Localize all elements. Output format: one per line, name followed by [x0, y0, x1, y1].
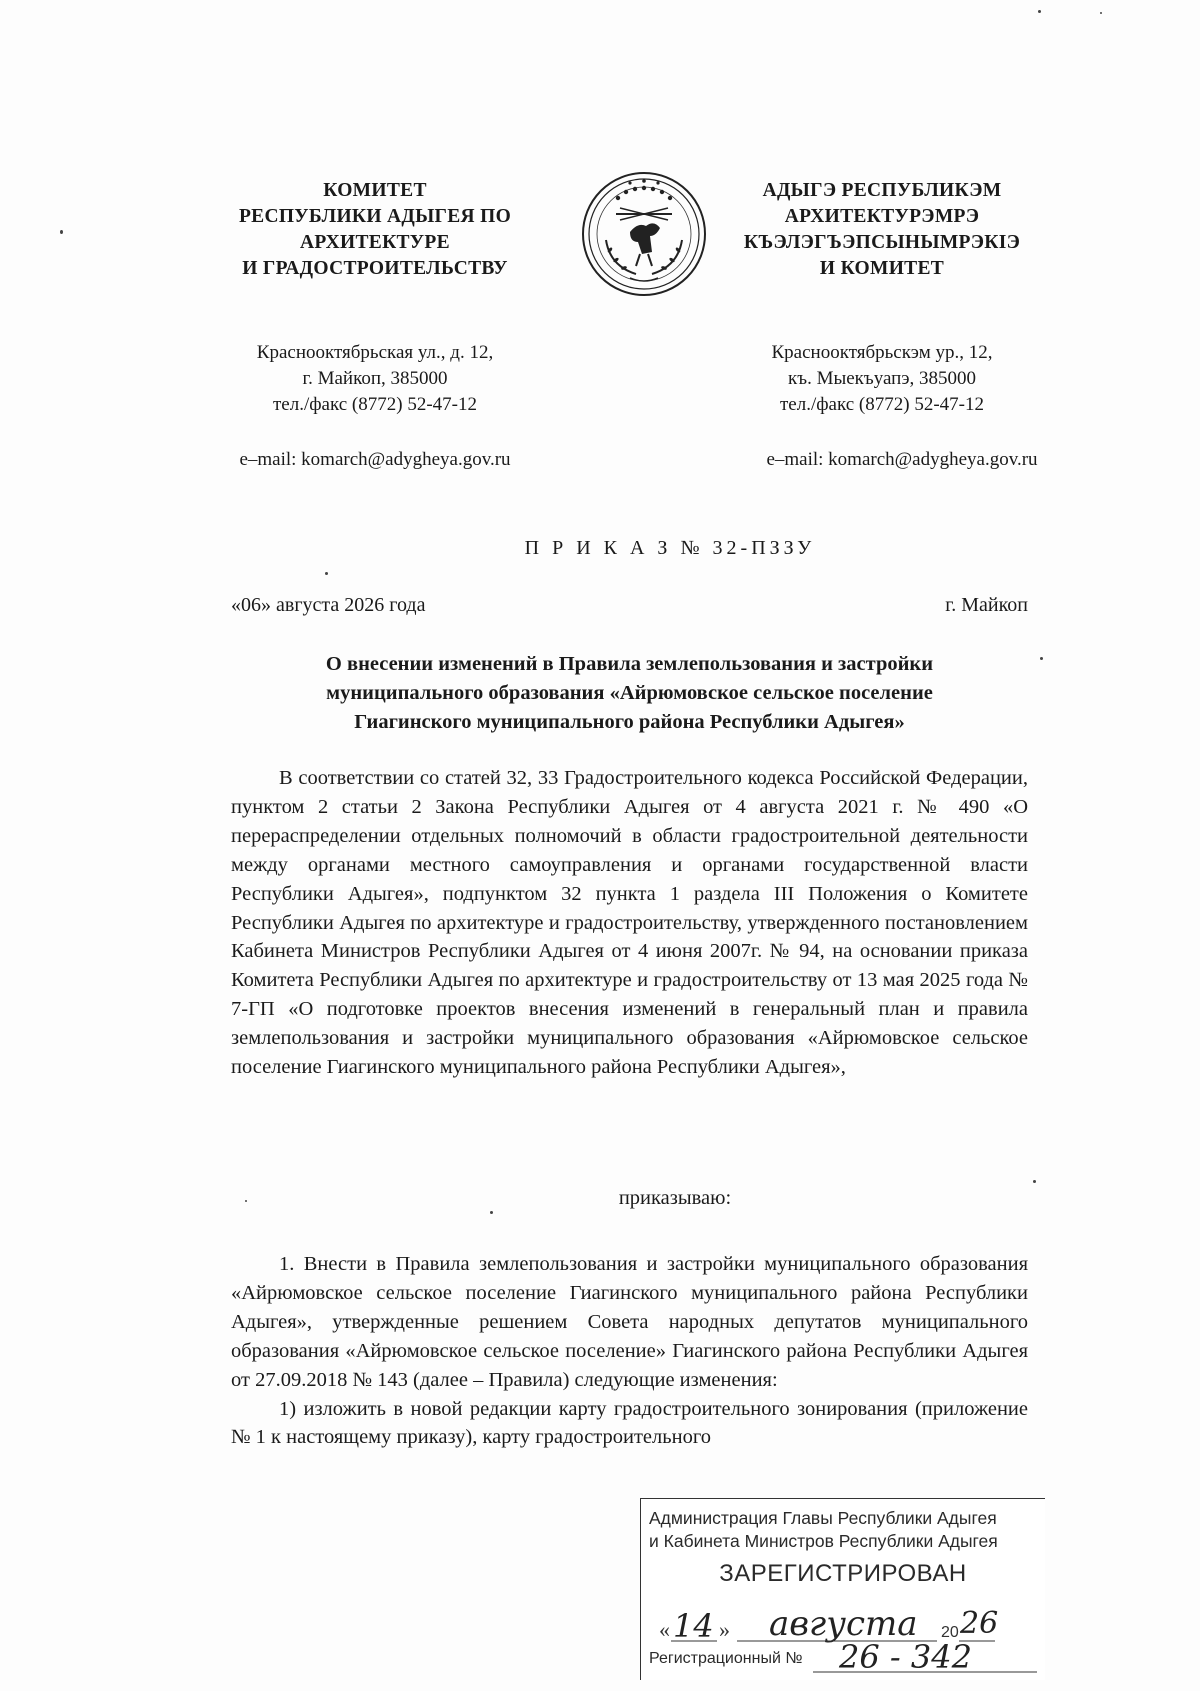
stamp-month: августа	[769, 1604, 918, 1643]
order-date: «06» августа 2026 года	[231, 594, 426, 616]
order-title: П Р И К А З № 32-ПЗЗУ	[524, 537, 816, 559]
stamp-regno	[649, 1638, 1044, 1678]
order-subject	[231, 650, 1028, 737]
address-line: Краснооктябрьская ул., д. 12,	[256, 342, 494, 363]
address-line: тел./факс (8772) 52-47-12	[273, 394, 477, 415]
address-line: тел./факс (8772) 52-47-12	[780, 394, 984, 415]
order-city: г. Майкоп	[945, 594, 1028, 616]
item-paragraph: 1. Внести в Правила землепользования и застройки муниципального образования «Айрюмовское сельское поселение Гиагинского муниципального района Республики Адыгея», утвержденные решением Совета народных депутатов муниципального образования «Айрюмовское сельское поселение» Гиагинского района Республики Адыгея от 27.09.2018 № 143 (далее – Правила) следующие изменения:	[231, 1253, 1028, 1391]
scan-speck	[1100, 12, 1102, 14]
address-russian	[215, 340, 535, 418]
org-name-line: АРХИТЕКТУРЕ	[300, 232, 450, 253]
org-name-line: И ГРАДОСТРОИТЕЛЬСТВУ	[242, 258, 508, 279]
stamp-quote-open: «	[659, 1617, 670, 1642]
subject-line: Гиагинского муниципального района Республики Адыгея»	[354, 711, 905, 733]
stamp-status: ЗАРЕГИСТРИРОВАН	[719, 1560, 967, 1587]
scan-speck	[1038, 10, 1041, 13]
address-line: г. Майкоп, 385000	[302, 368, 448, 389]
stamp-org-line: Администрация Главы Республики Адыгея	[649, 1508, 997, 1528]
org-name-line: КОМИТЕТ	[323, 180, 427, 201]
scan-speck	[1040, 657, 1043, 660]
org-name-line: АРХИТЕКТУРЭМРЭ	[784, 206, 980, 227]
org-name-russian	[215, 178, 535, 282]
stamp-year-suffix: 26	[960, 1606, 999, 1641]
stamp-regno-label: Регистрационный №	[649, 1650, 803, 1667]
email-russian: e–mail: komarch@adygheya.gov.ru	[239, 449, 511, 470]
subject-line: О внесении изменений в Правила землепользования и застройки	[325, 653, 934, 675]
order-word: приказываю:	[618, 1187, 732, 1209]
org-name-line: РЕСПУБЛИКИ АДЫГЕЯ ПО	[238, 206, 512, 227]
org-name-adyghe	[722, 178, 1042, 282]
address-adyghe	[722, 340, 1042, 418]
email-adyghe: e–mail: komarch@adygheya.gov.ru	[766, 449, 1038, 470]
org-name-line: КЪЭЛЭГЪЭПСЫНЫМРЭКIЭ	[743, 232, 1021, 253]
stamp-day: 14	[673, 1607, 714, 1643]
subject-line: муниципального образования «Айрюмовское сельское поселение	[326, 682, 933, 704]
item-paragraph: 1) изложить в новой редакции карту градостроительного зонирования (приложение № 1 к настоящему приказу), карту градостроительного	[231, 1397, 1028, 1449]
order-items	[231, 1250, 1028, 1452]
org-name-line: И КОМИТЕТ	[819, 258, 945, 279]
stamp-date-handwritten	[659, 1603, 1039, 1643]
registration-stamp	[640, 1498, 1045, 1680]
stamp-regno-value: 26 - 342	[839, 1638, 972, 1676]
scan-speck	[325, 572, 328, 575]
coat-of-arms-icon	[580, 170, 708, 298]
stamp-org-line: и Кабинета Министров Республики Адыгея	[649, 1531, 998, 1551]
stamp-org	[649, 1507, 1044, 1553]
address-line: къ. Мыекъуапэ, 385000	[788, 368, 976, 389]
stamp-regno-handwritten	[809, 1638, 1039, 1678]
stamp-quote-close: »	[719, 1617, 730, 1642]
letterhead	[0, 178, 1200, 328]
scan-speck	[490, 1211, 493, 1214]
preamble-paragraph: В соответствии со статей 32, 33 Градостроительного кодекса Российской Федерации, пунктом 2 статьи 2 Закона Республики Адыгея от 4 августа 2021 г. № 490 «О перераспределении отдельных полномочий в области градостроительной деятельности между органами местного самоуправления и органами государственной власти Республики Адыгея», подпунктом 32 пункта 1 раздела III Положения о Комитете Республики Адыгея по архитектуре и градостроительству, утвержденного постановлением Кабинета Министров Республики Адыгея от 4 июня 2007г. № 94, на основании приказа Комитета Республики Адыгея по архитектуре и градостроительству от 13 мая 2025 года № 7-ГП «О подготовке проектов внесения изменений в генеральный план и правила землепользования и застройки муниципального образования «Айрюмовское сельское поселение Гиагинского муниципального района Республики Адыгея»,	[231, 767, 1028, 1079]
address-line: Краснооктябрьскэм ур., 12,	[771, 342, 993, 363]
preamble	[231, 764, 1028, 1082]
org-name-line: АДЫГЭ РЕСПУБЛИКЭМ	[762, 180, 1002, 201]
scan-speck	[1033, 1180, 1036, 1183]
stamp-year-prefix: 20	[941, 1624, 959, 1641]
